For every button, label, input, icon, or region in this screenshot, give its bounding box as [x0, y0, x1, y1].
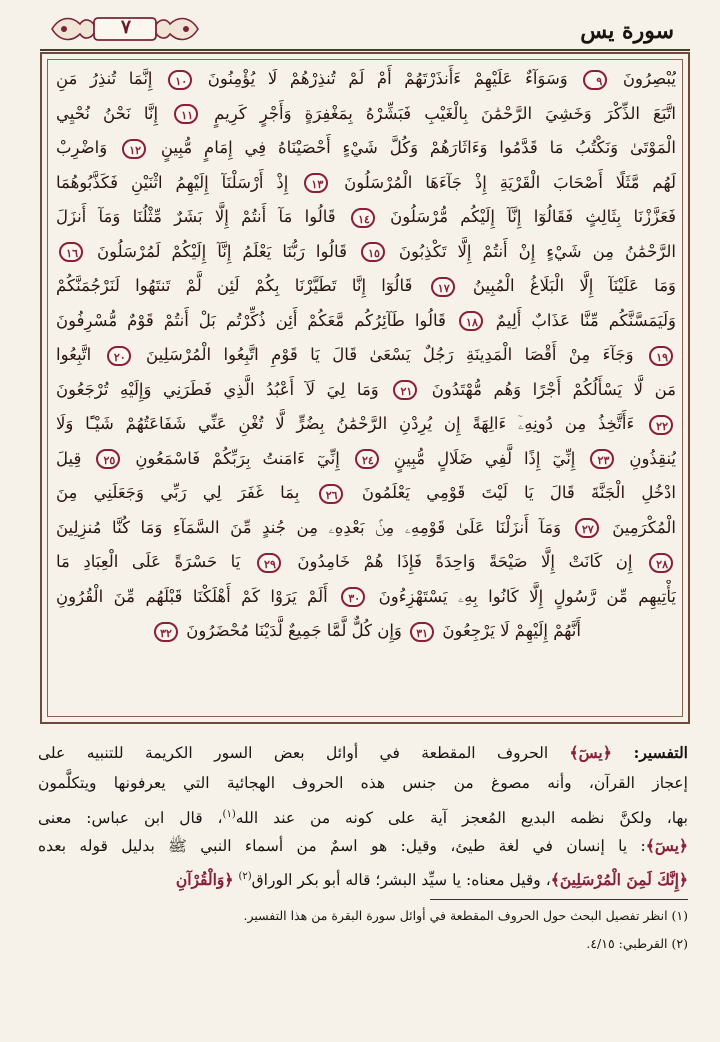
quran-quote: ﴿يسٓ﴾ [645, 836, 688, 855]
footnote-1: (١) انظر تفصيل البحث حول الحروف المقطعة في أوائل سورة البقرة من هذا التفسير. [243, 908, 688, 923]
quran-text: الرَّحْمَٰنُ مِن شَيْءٍ إِنْ أَنتُمْ إِلَّا تَكْذِبُونَ [387, 241, 676, 261]
ayah-number-marker: ١٢ [122, 139, 146, 159]
quran-text: ءَأَتَّخِذُ مِن دُونِهِۦٓ ءَالِهَةً إِن يُرِدْنِ الرَّحْمَٰنُ بِضُرٍّ لَّا تُغْنِ عَنِّي شَفَاعَتُهُمْ شَيْـًٔا وَلَا [56, 414, 646, 433]
quran-text: اتَّبِعُوا [56, 345, 104, 364]
quran-line [56, 200, 676, 235]
quran-line [56, 166, 676, 201]
footnote-ref: (١) [222, 809, 236, 820]
tafsir-text: ، وقيل معناه: يا سيِّد البشر؛ قاله أبو بكر الوراق [251, 871, 551, 890]
quran-quote: ﴿يسٓ﴾ [569, 743, 612, 762]
quran-text: أَنَّهُمْ إِلَيْهِمْ لَا يَرْجِعُونَ [437, 621, 581, 640]
quran-line [56, 614, 676, 649]
tafsir-text: ، قال ابن عباس: معنى [38, 809, 223, 828]
ayah-number-marker: ١٩ [649, 346, 673, 366]
ayah-number-marker: ٢٩ [257, 553, 281, 573]
quran-text: وَمَآ أَنزَلْنَا عَلَىٰ قَوْمِهِۦ مِنۢ بَعْدِهِۦ مِن جُندٍ مِّنَ السَّمَآءِ وَمَا كُنَّا مُنزِلِينَ [56, 517, 572, 537]
tafsir-label: التفسير: [611, 743, 688, 762]
quran-line [56, 476, 676, 511]
tafsir-block [38, 737, 688, 892]
quran-quote: ﴿وَالْقُرْآنِ [175, 870, 234, 890]
quran-text: إِن كَانَتْ إِلَّا صَيْحَةً وَاحِدَةً فَإِذَا هُمْ خَامِدُونَ [283, 552, 646, 571]
footnote-ref: (٢) [238, 871, 252, 882]
ayah-number-marker: ٢٧ [575, 518, 599, 538]
tafsir-text: الحروف المقطعة في أوائل بعض السور الكريمة للتنبيه على [38, 744, 570, 762]
tafsir-text: بها، ولكنَّ نظمه البديع المُعجز آية على كونه من عند الله [235, 809, 688, 828]
footnotes [38, 902, 688, 958]
quran-text: أَلَمْ يَرَوْا كَمْ أَهْلَكْنَا قَبْلَهُم مِّنَ الْقُرُونِ [56, 586, 339, 606]
quran-text: يَأْتِيهِم مِّن رَّسُولٍ إِلَّا كَانُوا بِهِۦ يَسْتَهْزِءُونَ [368, 586, 676, 606]
page-header [40, 10, 690, 54]
ayah-number-marker: ٢٨ [649, 553, 673, 573]
ayah-number-marker: ١٨ [459, 311, 483, 331]
tafsir-line [38, 861, 688, 892]
quran-text: فَعَزَّزْنَا بِثَالِثٍ فَقَالُوٓا إِنَّآ إِلَيْكُم مُّرْسَلُونَ [377, 207, 676, 226]
quran-text: قَالُوا مَآ أَنتُمْ إِلَّا بَشَرٌ مِّثْلُنَا وَمَآ أَنزَلَ [56, 207, 348, 226]
tafsir-text: : يا إنسان في لغة طيئ، وقيل: هو اسمٌ من أسماء النبي ﷺ بدليل قوله بعده [38, 837, 646, 855]
ayah-number-marker: ١٤ [351, 208, 375, 228]
ayah-number-marker: ١٠ [168, 70, 192, 90]
tafsir-text: إعجاز القرآن، وأنه مصوغ من جنس هذه الحروف الهجائية التي يعرفونها ويتكلَّمون [38, 774, 688, 792]
quran-text: قَالُوا طَآئِرُكُم مَّعَكُمْ أَئِن ذُكِّرْتُم بَلْ أَنتُمْ قَوْمٌ مُّسْرِفُونَ [56, 310, 456, 330]
quran-text: إِنَّا نَحْنُ نُحْيِي [56, 103, 172, 123]
quran-line [56, 304, 676, 339]
quran-line [56, 97, 676, 132]
quran-text: وَمَا لِيَ لَآ أَعْبُدُ الَّذِي فَطَرَنِي وَإِلَيْهِ تُرْجَعُونَ [56, 379, 391, 399]
quran-line [56, 269, 676, 304]
quran-line [56, 545, 676, 580]
ayah-number-marker: ٣٠ [341, 587, 365, 607]
ayah-number-marker: ٢١ [393, 380, 417, 400]
quran-text: قَالُوٓا إِنَّا تَطَيَّرْنَا بِكُمْ لَئِن لَّمْ تَنتَهُوا لَنَرْجُمَنَّكُمْ [56, 276, 428, 295]
ayah-number-marker: ٩ [583, 70, 607, 90]
quran-text: ادْخُلِ الْجَنَّةَ قَالَ يَا لَيْتَ قَوْمِي يَعْلَمُونَ [345, 483, 676, 502]
tafsir-line [38, 799, 688, 830]
quran-line [56, 131, 676, 166]
quran-text: لَهُم مَّثَلًا أَصْحَابَ الْقَرْيَةِ إِذْ جَآءَهَا الْمُرْسَلُونَ [331, 172, 676, 192]
quran-text: وَإِن كُلٌّ لَّمَّا جَمِيعٌ لَّدَيْنَا مُحْضَرُونَ [181, 621, 408, 640]
quran-line [56, 511, 676, 546]
quran-text: الْمُكْرَمِينَ [601, 517, 676, 537]
ayah-number-marker: ١٥ [361, 242, 385, 262]
quran-text: قَالُوا رَبُّنَا يَعْلَمُ إِنَّآ إِلَيْكُمْ لَمُرْسَلُونَ [86, 241, 358, 261]
ayah-number-marker: ٢٤ [355, 449, 379, 469]
quran-text: مَن لَّا يَسْأَلُكُمْ أَجْرًا وَهُم مُّهْتَدُونَ [420, 379, 676, 399]
ayah-number-marker: ٢٢ [649, 415, 673, 435]
ayah-number-marker: ٢٣ [590, 449, 614, 469]
ayah-number-marker: ١٦ [59, 242, 83, 262]
ayah-number-marker: ٢٠ [107, 346, 131, 366]
quran-line [56, 442, 676, 477]
quran-text: وَمَا عَلَيْنَآ إِلَّا الْبَلَاغُ الْمُبِينُ [457, 276, 676, 295]
quran-line [56, 373, 676, 408]
quran-text: وَسَوَآءٌ عَلَيْهِمْ ءَأَنذَرْتَهُمْ أَمْ لَمْ تُنذِرْهُمْ لَا يُؤْمِنُونَ [195, 69, 581, 88]
quran-line [56, 338, 676, 373]
tafsir-line [38, 768, 688, 799]
ayah-number-marker: ١١ [174, 104, 198, 124]
quran-text: إِنِّيٓ ءَامَنتُ بِرَبِّكُمْ فَاسْمَعُونِ [123, 448, 352, 468]
surah-title: سورة يس [580, 18, 674, 44]
header-rule [40, 49, 690, 51]
page-number: ٧ [120, 16, 132, 38]
ayah-number-marker: ٣٢ [154, 622, 178, 642]
quran-line [56, 407, 676, 442]
quran-text: يَا حَسْرَةً عَلَى الْعِبَادِ مَا [56, 552, 254, 571]
quran-text: وَاضْرِبْ [56, 138, 120, 157]
quran-text: يُبْصِرُونَ [610, 69, 676, 88]
quran-text: وَجَآءَ مِنْ أَقْصَا الْمَدِينَةِ رَجُلٌ يَسْعَىٰ قَالَ يَا قَوْمِ اتَّبِعُوا الْمُرْسَلِينَ [133, 345, 647, 364]
quran-text: قِيلَ [56, 448, 94, 468]
ayah-number-marker: ٣١ [410, 622, 434, 642]
ayah-number-marker: ١٧ [431, 277, 455, 297]
quran-quote: ﴿إِنَّكَ لَمِنَ الْمُرْسَلِينَ﴾ [550, 870, 688, 890]
quran-text: إِذْ أَرْسَلْنَآ إِلَيْهِمُ اثْنَيْنِ فَكَذَّبُوهُمَا [56, 172, 302, 192]
quran-text: الْمَوْتَىٰ وَنَكْتُبُ مَا قَدَّمُوا وَءَاثَارَهُمْ وَكُلَّ شَيْءٍ أَحْصَيْنَاهُ فِي إِمَامٍ مُّبِينٍ [149, 138, 676, 157]
ayah-number-marker: ٢٦ [319, 484, 343, 504]
quran-text: وَلَيَمَسَّنَّكُم مِّنَّا عَذَابٌ أَلِيمٌ [485, 310, 676, 330]
quran-line [56, 235, 676, 270]
quran-text: إِنِّيٓ إِذًا لَّفِي ضَلَالٍ مُّبِينٍ [381, 448, 588, 468]
footnote-2: (٢) القرطبي: ٤/١٥. [586, 936, 688, 951]
quran-line [56, 580, 676, 615]
quran-line [56, 62, 676, 97]
quran-text-block [56, 62, 676, 649]
ayah-number-marker: ٢٥ [96, 449, 120, 469]
ayah-number-marker: ١٣ [304, 173, 328, 193]
quran-text: إِنَّمَا تُنذِرُ مَنِ [56, 69, 166, 88]
quran-text: يُنقِذُونِ [617, 448, 676, 468]
quran-text: بِمَا غَفَرَ لِي رَبِّي وَجَعَلَنِي مِنَ [56, 483, 316, 502]
quran-text: اتَّبَعَ الذِّكْرَ وَخَشِيَ الرَّحْمَٰنَ بِالْغَيْبِ فَبَشِّرْهُ بِمَغْفِرَةٍ وَأَجْرٍ كَرِيمٍ [201, 103, 676, 123]
tafsir-line [38, 737, 688, 768]
footnote-separator [430, 899, 688, 900]
tafsir-line [38, 830, 688, 861]
